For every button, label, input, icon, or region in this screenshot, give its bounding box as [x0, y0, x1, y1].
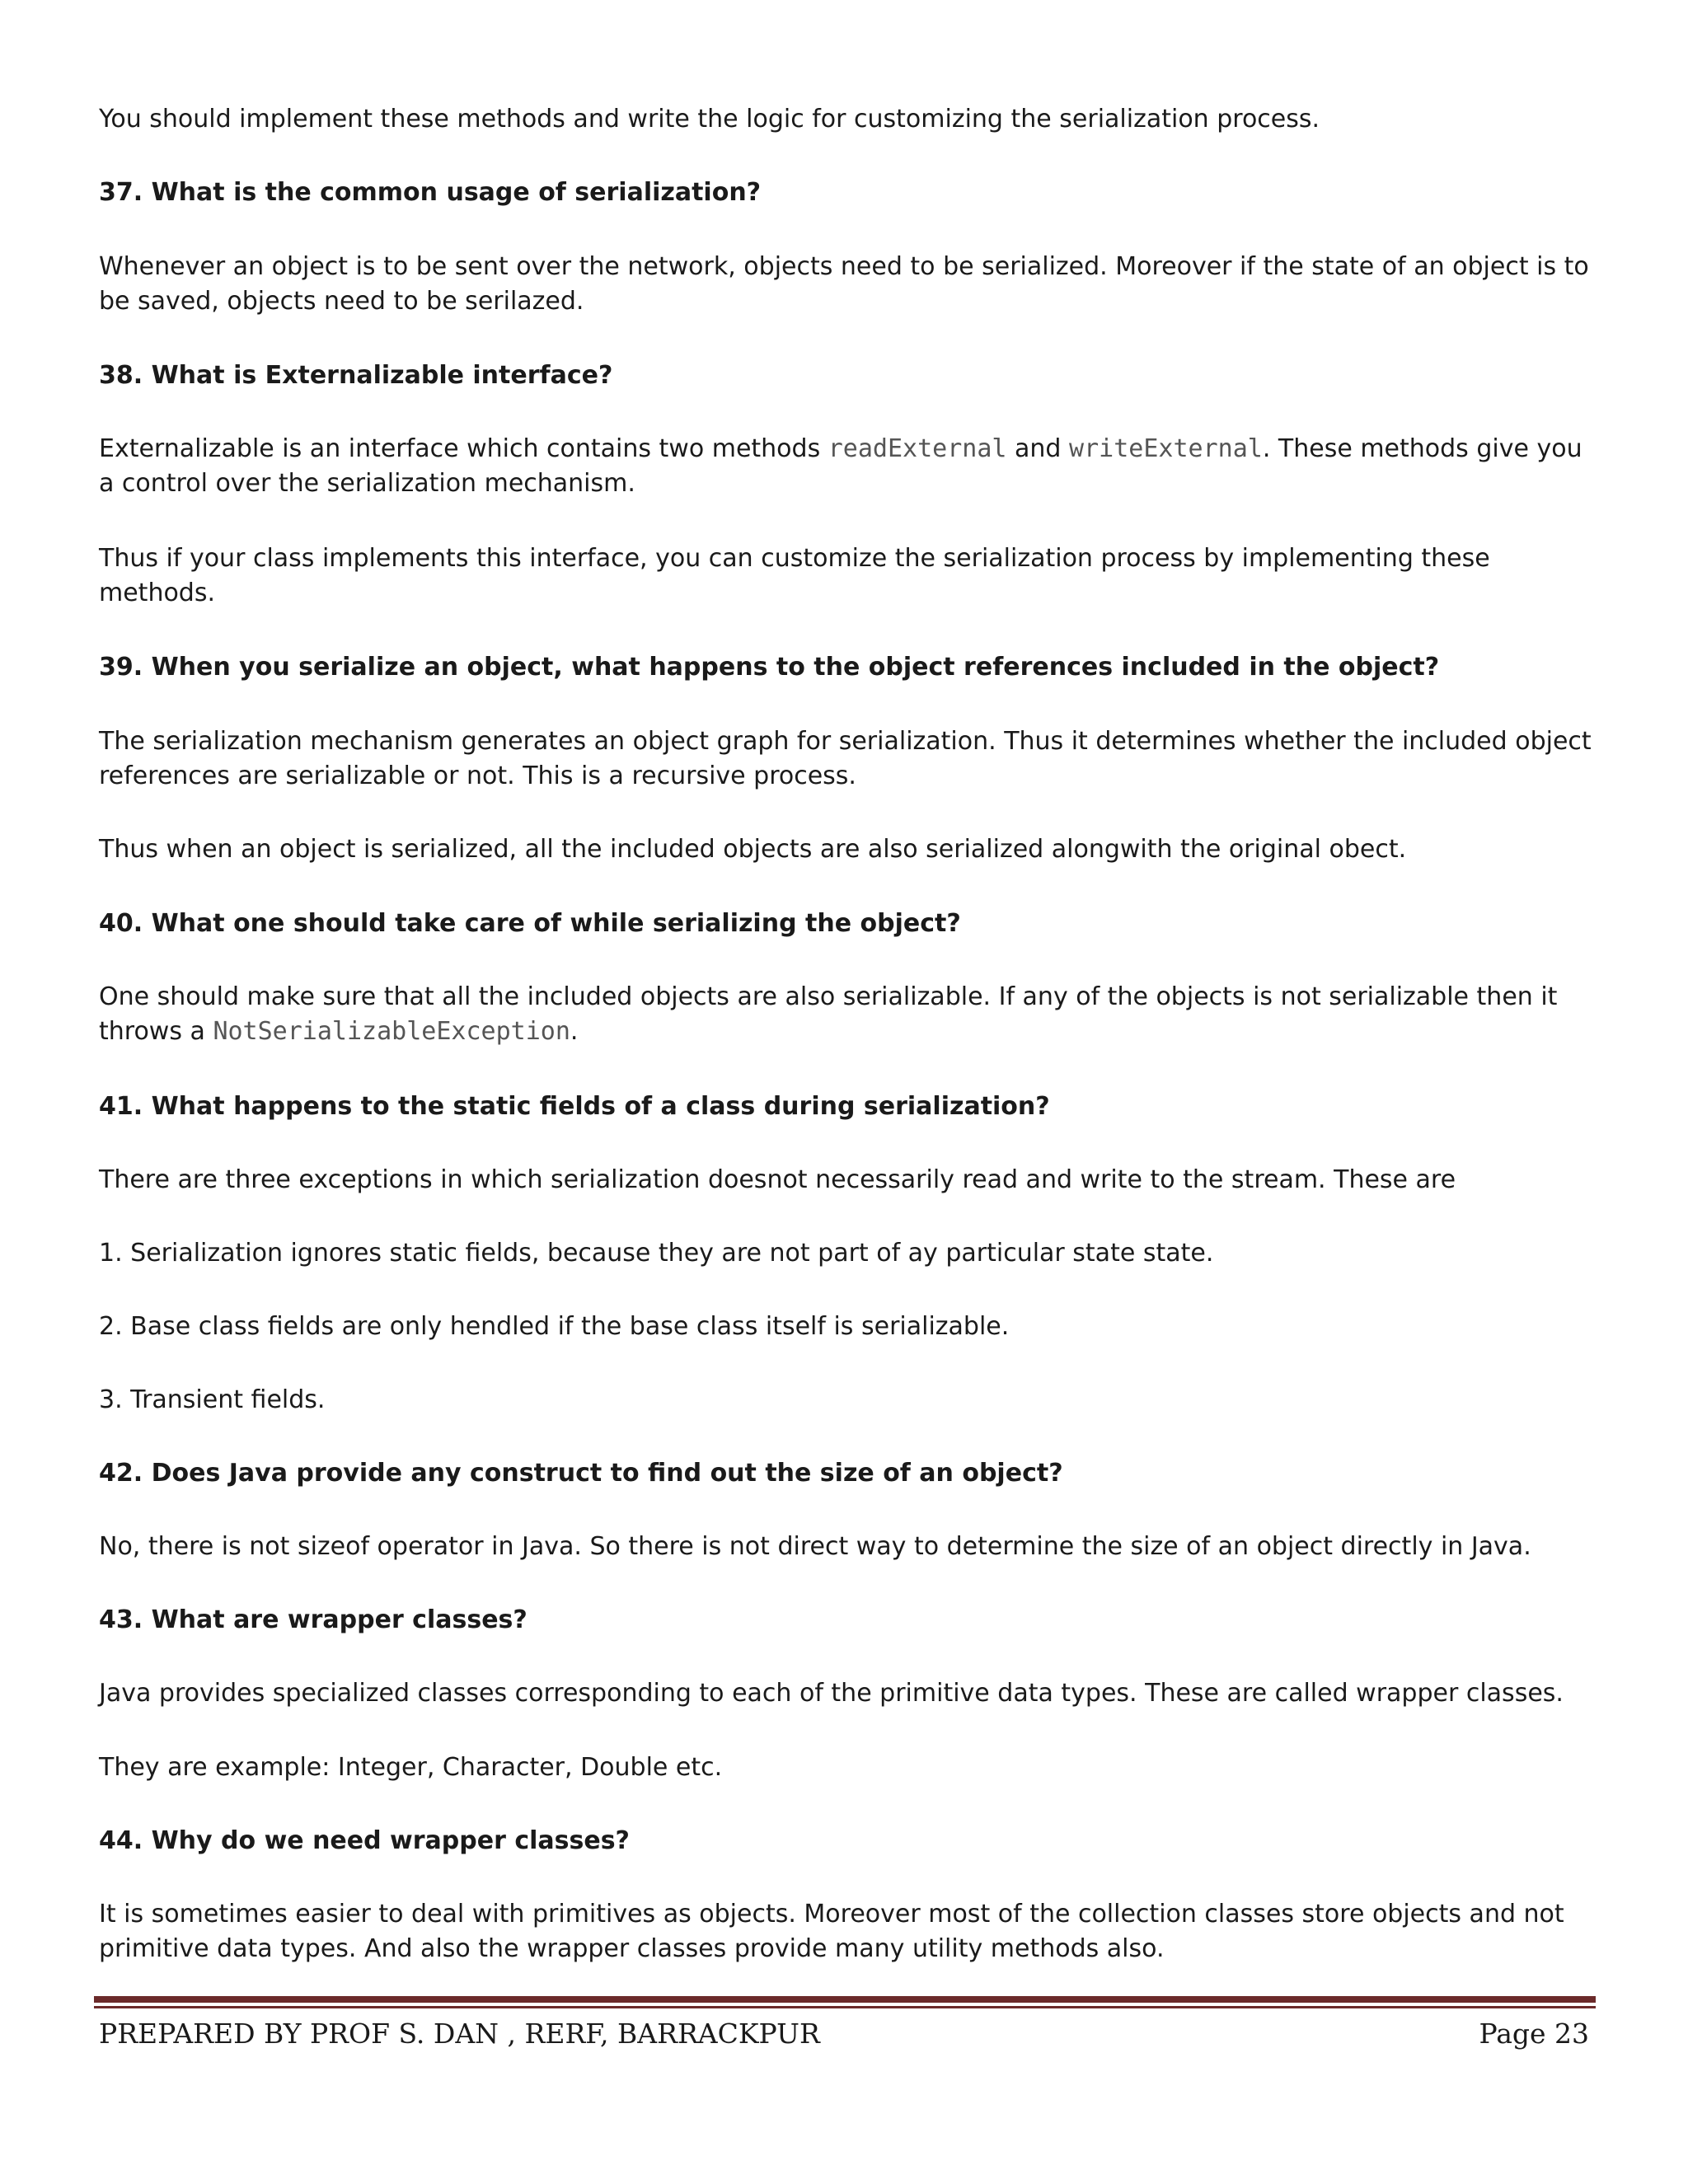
code-not-serializable-exception: NotSerializableException	[213, 1017, 570, 1046]
answer-43-paragraph-2: They are example: Integer, Character, Double etc.	[99, 1753, 723, 1782]
intro-paragraph: You should implement these methods and write the logic for customizing the serialization process.	[99, 105, 1320, 134]
answer-41-paragraph: There are three exceptions in which serialization doesnot necessarily read and write to the stream. These are	[99, 1165, 1456, 1194]
footer-author: PREPARED BY PROF S. DAN , RERF, BARRACKPUR	[99, 2018, 820, 2050]
answer-43-paragraph: Java provides specialized classes corresponding to each of the primitive data types. These are called wrapper classes.	[99, 1679, 1564, 1708]
question-44-heading: 44. Why do we need wrapper classes?	[99, 1826, 630, 1855]
footer-divider-thick	[94, 1996, 1596, 2003]
answer-37-paragraph: Whenever an object is to be sent over the network, objects need to be serialized. Moreover if the state of an object is to be saved, objects need to be serilazed.	[99, 252, 1589, 316]
answer-40-paragraph	[99, 980, 1595, 1049]
code-write-external: writeExternal	[1069, 434, 1263, 463]
question-42-heading: 42. Does Java provide any construct to find out the size of an object?	[99, 1459, 1063, 1488]
question-41-heading: 41. What happens to the static fields of a class during serialization?	[99, 1092, 1050, 1121]
answer-38-paragraph-2: Thus if your class implements this interface, you can customize the serialization process by implementing these methods.	[99, 544, 1490, 607]
page-number: Page 23	[1479, 2018, 1589, 2050]
answer-39-paragraph: The serialization mechanism generates an object graph for serialization. Thus it determines whether the included object references are serializable or not. This is a recursive process.	[99, 727, 1592, 790]
list-item: 2. Base class fields are only hendled if the base class itself is serializable.	[99, 1312, 1010, 1341]
question-39-heading: 39. When you serialize an object, what happens to the object references included in the object?	[99, 653, 1440, 682]
answer-38-paragraph	[99, 432, 1595, 501]
answer-38-text-3: . These methods give you a control over the serialization mechanism.	[99, 434, 1582, 498]
question-37-heading: 37. What is the common usage of serialization?	[99, 178, 762, 207]
answer-38-text-2: and	[1006, 434, 1070, 463]
answer-39-paragraph-2: Thus when an object is serialized, all the included objects are also serialized alongwith the original obect.	[99, 835, 1407, 864]
question-43-heading: 43. What are wrapper classes?	[99, 1605, 528, 1634]
answer-40-text-2: .	[570, 1017, 579, 1046]
answer-38-text-1: Externalizable is an interface which contains two methods	[99, 434, 828, 463]
list-item: 1. Serialization ignores static fields, because they are not part of ay particular state state.	[99, 1239, 1214, 1268]
answer-44-paragraph: It is sometimes easier to deal with primitives as objects. Moreover most of the collection classes store objects and not primitive data types. And also the wrapper classes provide many utility methods also.	[99, 1900, 1564, 1963]
answer-42-paragraph: No, there is not sizeof operator in Java. So there is not direct way to determine the size of an object directly in Java.	[99, 1532, 1531, 1561]
code-read-external: readExternal	[828, 434, 1007, 463]
answer-40-text-1: One should make sure that all the included objects are also serializable. If any of the objects is not serializable then it throws a	[99, 982, 1558, 1046]
footer-divider-thin	[94, 2006, 1596, 2008]
list-item: 3. Transient fields.	[99, 1385, 326, 1414]
question-38-heading: 38. What is Externalizable interface?	[99, 361, 613, 390]
question-40-heading: 40. What one should take care of while serializing the object?	[99, 909, 961, 938]
